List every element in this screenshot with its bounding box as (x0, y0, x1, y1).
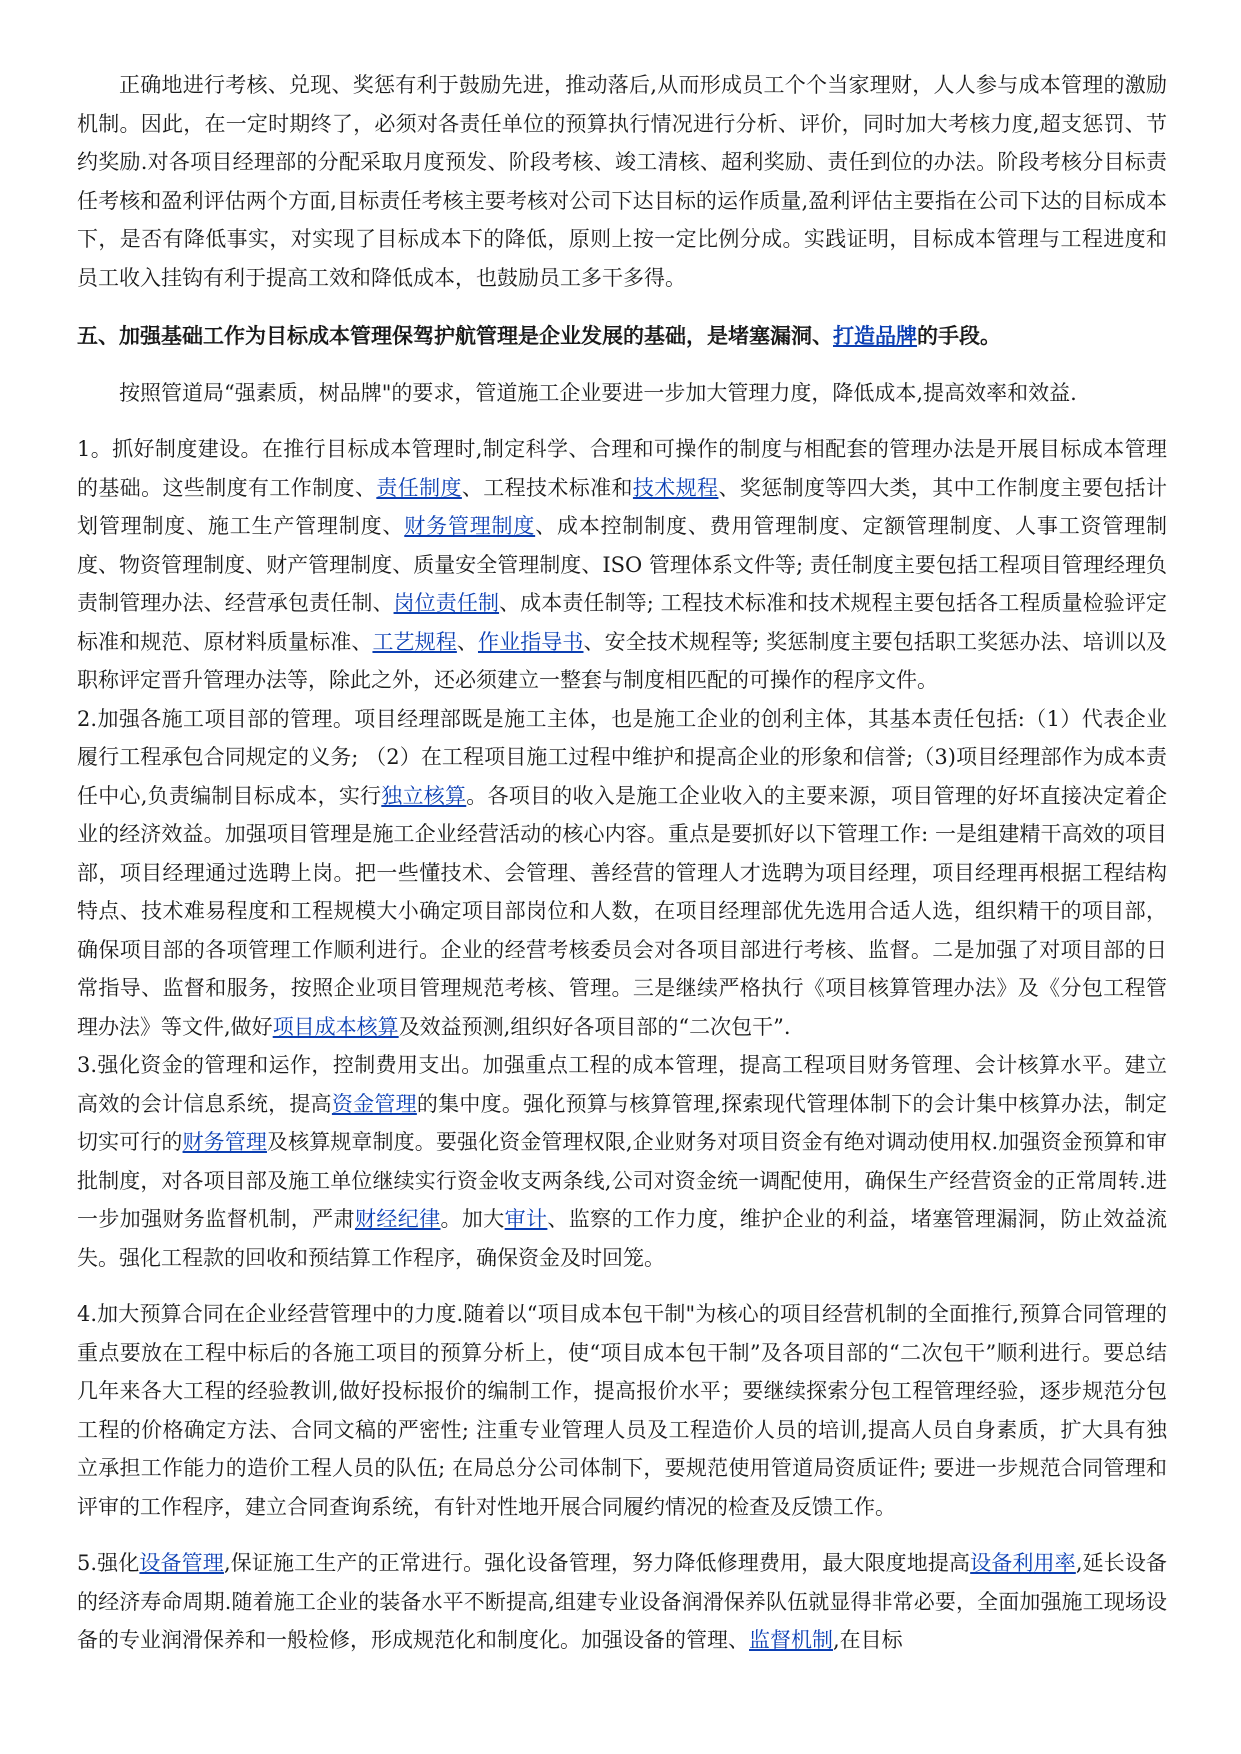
link-post-responsibility[interactable]: 岗位责任制 (393, 591, 500, 615)
item-2 (77, 700, 1167, 1047)
text-run: ,延长设备的经济寿命周期.随着施工企业的装备水平不断提高,组建专业设备润滑保养队伍就显得非常必要，全面加强施工现场设备的专业润滑保养和一般检修，形成规范化和制度化。加强设备的管理、 (77, 1551, 1167, 1652)
text-run: 正确地进行考核、兑现、奖惩有利于鼓励先进，推动落后,从而形成员工个个当家理财，人人参与成本管理的激励机制。因此，在一定时期终了，必须对各责任单位的预算执行情况进行分析、评价，同时加大考核力度,超支惩罚、节约奖励.对各项目经理部的分配采取月度预发、阶段考核、竣工清核、超利奖励、责任到位的办法。阶段考核分目标责任考核和盈利评估两个方面,目标责任考核主要考核对公司下达目标的运作质量,盈利评估主要指在公司下达的目标成本下，是否有降低事实，对实现了目标成本下的降低，原则上按一定比例分成。实践证明，目标成本管理与工程进度和员工收入挂钩有利于提高工效和降低成本，也鼓励员工多干多得。 (77, 73, 1167, 290)
p-assessment (77, 66, 1167, 297)
text-run: 、安全技术规程等; 奖惩制度主要包括职工奖惩办法、培训以及职称评定晋升管理办法等，除此之外，还必须建立一整套与制度相匹配的可操作的程序文件。 (77, 629, 1168, 692)
text-run: 及核算规章制度。要强化资金管理权限,企业财务对项目资金有绝对调动使用权.加强资金预算和审批制度，对各项目部及施工单位继续实行资金收支两条线,公司对资金统一调配使用，确保生产经营资金的正常周转.进一步加强财务监督机制，严肃 (77, 1130, 1167, 1231)
text-run: 1。抓好制度建设。在推行目标成本管理时,制定科学、合理和可操作的制度与相配套的管理办法是开展目标成本管理的基础。这些制度有工作制度、 (77, 437, 1167, 500)
link-financial-management-system[interactable]: 财务管理制度 (404, 514, 536, 538)
text-run: 的手段。 (917, 323, 1001, 348)
link-work-instruction[interactable]: 作业指导书 (477, 629, 584, 654)
document-page (77, 66, 1167, 1660)
text-run: 按照管道局“强素质，树品牌"的要求，管道施工企业要进一步加大管理力度，降低成本,提高效率和效益. (119, 380, 1077, 405)
item-4 (77, 1295, 1167, 1526)
link-fund-management[interactable]: 资金管理 (331, 1091, 417, 1116)
link-project-cost-accounting[interactable]: 项目成本核算 (272, 1014, 399, 1039)
text-run: 、工程技术标准和 (461, 475, 633, 500)
item-1 (77, 430, 1167, 700)
text-run: 、 (456, 629, 478, 654)
item-3 (77, 1046, 1167, 1277)
link-supervision-mechanism[interactable]: 监督机制 (749, 1628, 833, 1652)
item-5 (77, 1544, 1167, 1660)
text-run: 及效益预测,组织好各项目部的“二次包干”. (398, 1014, 791, 1039)
text-run: 。各项目的收入是施工企业收入的主要来源，项目管理的好坏直接决定着企业的经济效益。加强项目管理是施工企业经营活动的核心内容。重点是要抓好以下管理工作: 一是组建精干高效的项目部，项目经理通过选聘上岗。把一些懂技术、会管理、善经营的管理人才选聘为项目经理，项目经理再根据工程结构特点、技术难易程度和工程规模大小确定项目部岗位和人数，在项目经理部优先选用合适人选，组织精干的项目部，确保项目部的各项管理工作顺利进行。企业的经营考核委员会对各项目部进行考核、监督。二是加强了对项目部的日常指导、监督和服务，按照企业项目管理规范考核、管理。三是继续严格执行《项目核算管理办法》及《分包工程管理办法》等文件,做好 (77, 783, 1167, 1039)
link-financial-management[interactable]: 财务管理 (182, 1130, 267, 1154)
text-run: 、成本控制制度、费用管理制度、定额管理制度、人事工资管理制度、物资管理制度、财产管理制度、质量安全管理制度、ISO 管理体系文件等; 责任制度主要包括工程项目管理经理负责制管理办法、经营承包责任制、 (77, 514, 1168, 615)
link-audit[interactable]: 审计 (504, 1207, 548, 1231)
text-run: 五、加强基础工作为目标成本管理保驾护航管理是企业发展的基础，是堵塞漏洞、 (77, 323, 833, 348)
link-process-specification[interactable]: 工艺规程 (372, 629, 457, 654)
text-run: 4.加大预算合同在企业经营管理中的力度.随着以“项目成本包干制"为核心的项目经营机制的全面推行,预算合同管理的重点要放在工程中标后的各施工项目的预算分析上，使“项目成本包干制”及各项目部的“二次包干”顺利进行。要总结几年来各大工程的经验教训,做好投标报价的编制工作，提高报价水平；要继续探索分包工程管理经验，逐步规范分包工程的价格确定方法、合同文稿的严密性; 注重专业管理人员及工程造价人员的培训,提高人员自身素质，扩大具有独立承担工作能力的造价工程人员的队伍; 在局总分公司体制下，要规范使用管道局资质证件; 要进一步规范合同管理和评审的工作程序，建立合同查询系统，有针对性地开展合同履约情况的检查及反馈工作。 (77, 1302, 1167, 1519)
link-equipment-utilization[interactable]: 设备利用率 (970, 1551, 1076, 1575)
section-five-heading (77, 317, 1167, 356)
link-technical-regulations[interactable]: 技术规程 (632, 475, 719, 500)
text-run: 5.强化 (77, 1551, 140, 1575)
text-run: 2.加强各施工项目部的管理。项目经理部既是施工主体，也是施工企业的创利主体，其基本责任包括:（1）代表企业履行工程承包合同规定的义务; （2）在工程项目施工过程中维护和提高企业的形象和信誉;（3)项目经理部作为成本责任中心,负责编制目标成本，实行 (77, 706, 1167, 808)
p-intro (77, 374, 1167, 413)
link-equipment-management[interactable]: 设备管理 (139, 1551, 224, 1575)
text-run: 。加大 (440, 1207, 505, 1231)
link-brand-building[interactable]: 打造品牌 (833, 323, 917, 348)
text-run: 、成本责任制等; 工程技术标准和技术规程主要包括各工程质量检验评定标准和规范、原材料质量标准、 (77, 591, 1168, 654)
link-financial-discipline[interactable]: 财经纪律 (354, 1207, 441, 1231)
text-run: 3.强化资金的管理和运作，控制费用支出。加强重点工程的成本管理，提高工程项目财务管理、会计核算水平。建立高效的会计信息系统，提高 (77, 1053, 1167, 1116)
text-run: ,保证施工生产的正常进行。强化设备管理，努力降低修理费用，最大限度地提高 (223, 1551, 971, 1575)
link-independent-accounting[interactable]: 独立核算 (381, 783, 467, 808)
text-run: 、监察的工作力度，维护企业的利益，堵塞管理漏洞，防止效益流失。强化工程款的回收和预结算工作程序，确保资金及时回笼。 (77, 1207, 1168, 1270)
text-run: 的集中度。强化预算与核算管理,探索现代管理体制下的会计集中核算办法，制定切实可行的 (77, 1091, 1167, 1154)
link-responsibility-system[interactable]: 责任制度 (376, 475, 462, 500)
text-run: ,在目标 (833, 1628, 903, 1652)
text-run: 、奖惩制度等四大类，其中工作制度主要包括计划管理制度、施工生产管理制度、 (77, 475, 1168, 538)
